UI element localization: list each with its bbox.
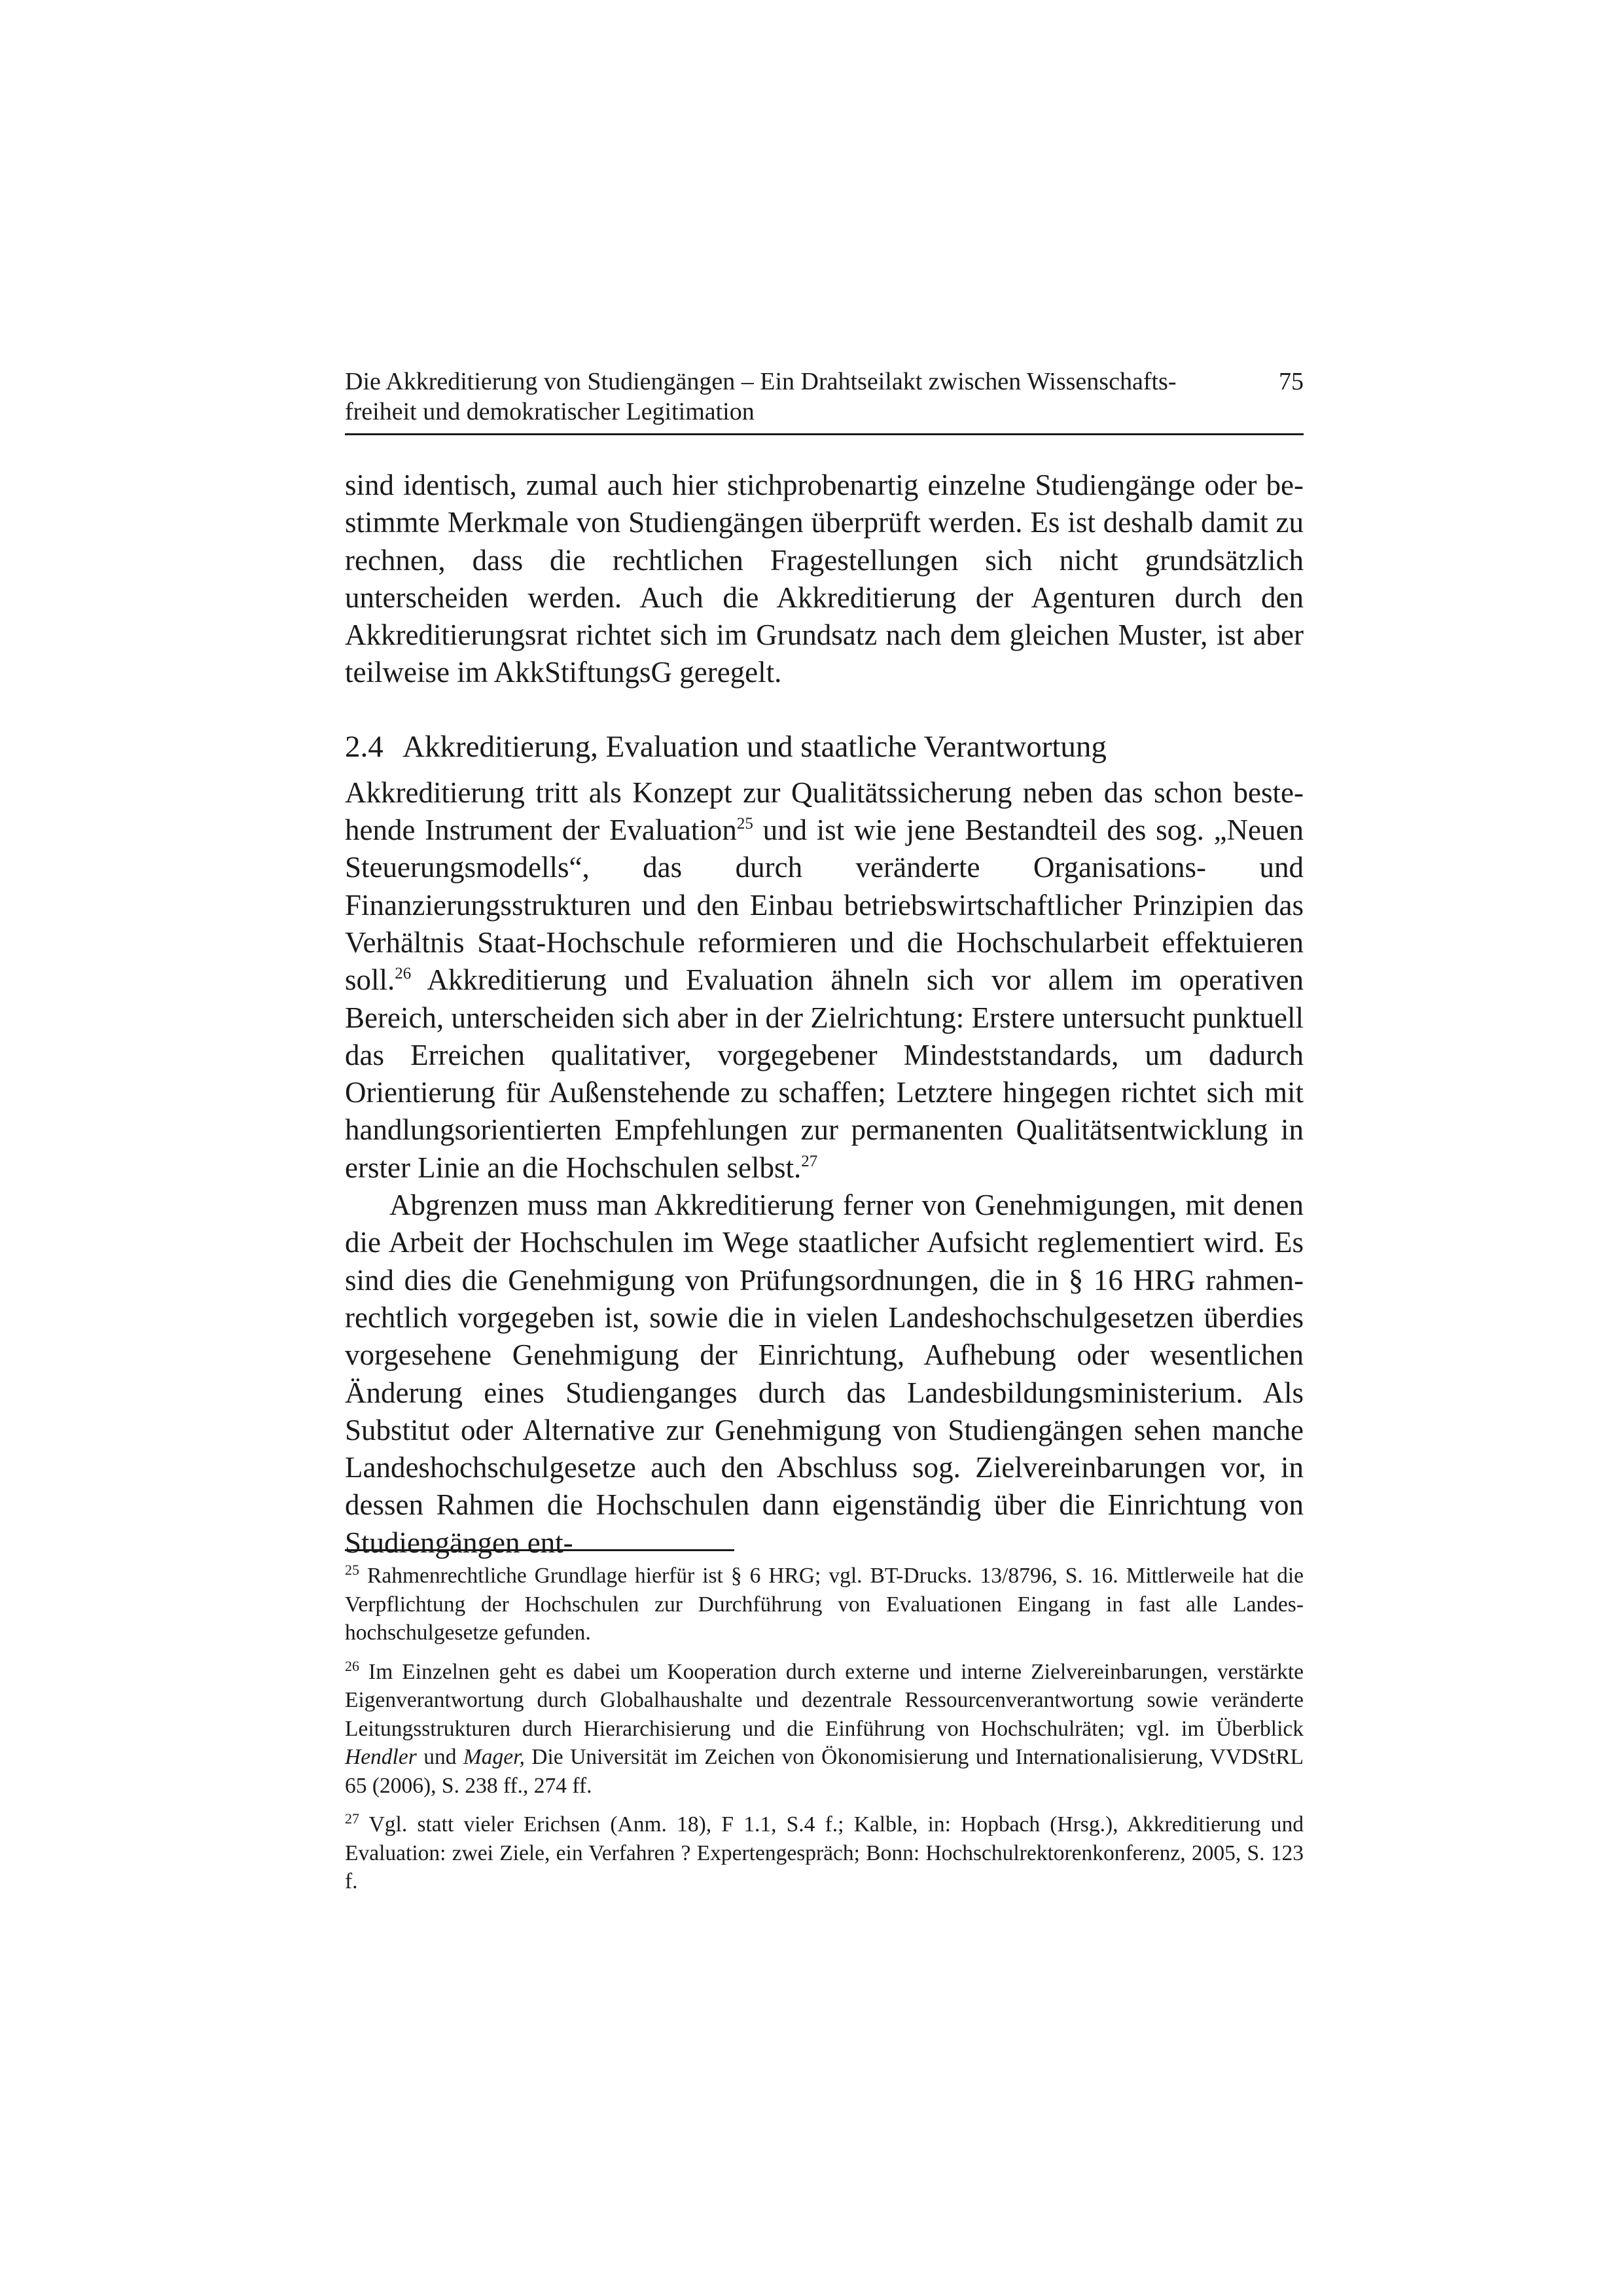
footnote-text-26-before: Im Einzelnen geht es dabei um Kooperation durch externe und interne Zielvereinbarungen, verstärkte Eigenverantwortung durch Globalhaushalte und dezentrale Ressourcenverantwortung sowie veränderte Leitungsstrukturen durch Hierarchisierung und die Einführung von Hochschulräten; vgl. im Überblick	[345, 1659, 1304, 1741]
paragraph-evaluation-part-3: Akkreditierung und Evaluation ähneln sich vor allem im operativen Bereich, unterscheiden sich aber in der Zielrichtung: Erstere untersucht punktuell das Erreichen qualitativer, vorgegebener Mindeststandards, um dadurch Orientierung für Außenstehende zu schaffen; Letztere hingegen richtet sich mit handlungsorientierten Empfehlungen zur permanenten Qualitätsentwicklung in erster Linie an die Hochschulen selbst.	[345, 963, 1304, 1184]
paragraph-genehmigungen: Abgrenzen muss man Akkreditierung ferner von Genehmigungen, mit denen die Arbeit der Hochschulen im Wege staatlicher Aufsicht reglementiert wird. Es sind dies die Genehmigung von Prüfungsordnungen, die in § 16 HRG rahmenrechtlich vorgegeben ist, sowie die in vielen Landeshochschulgesetzen überdies vorgesehene Genehmigung der Einrichtung, Aufhebung oder wesentlichen Änderung eines Studienganges durch das Landesbildungsministerium. Als Substitut oder Alternative zur Genehmigung von Studiengängen sehen manche Landeshochschulgesetze auch den Abschluss sog. Zielvereinbarungen vor, in dessen Rahmen die Hochschulen dann eigenständig über die Einrichtung von Studiengängen ent-	[345, 1189, 1304, 1559]
paragraph-evaluation	[345, 774, 1304, 1187]
footnote-number-27: 27	[345, 1810, 359, 1827]
section-title: Akkreditierung, Evaluation und staatliche Verantwortung	[402, 729, 1107, 764]
footnote-text-26-after: Die Universität im Zeichen von Ökonomisierung und Internationalisierung, VVDStRL 65 (2006), S. 238 ff., 274 ff.	[345, 1745, 1304, 1798]
footnote-text-25: Rahmenrechtliche Grundlage hierfür ist § 6 HRG; vgl. BT-Drucks. 13/8796, S. 16. Mittlerweile hat die Verpflichtung der Hochschulen zur Durchführung von Evaluationen Eingang in fast alle Landeshochschulgesetze gefunden.	[345, 1564, 1304, 1645]
footnote-ref-25[interactable]: 25	[736, 815, 753, 833]
section-heading	[345, 727, 1304, 766]
paragraph-evaluation-part-2: und ist wie jene Bestandteil des sog. „Neuen Steuerungsmodells“, das durch veränderte Organisations- und Finanzierungsstrukturen und den Einbau betriebswirtschaftlicher Prinzipien das Verhältnis Staat-Hochschule reformieren und die Hochschularbeit effektuieren soll.	[345, 814, 1304, 997]
footnotes	[345, 1562, 1304, 1907]
footnote-separator	[345, 1549, 734, 1551]
running-title-line-1: Die Akkreditierung von Studiengängen – Ein Drahtseilakt zwischen Wissenschafts-	[345, 368, 1177, 395]
footnote-number-25: 25	[345, 1562, 359, 1578]
footnote-author-hendler: Hendler	[345, 1745, 417, 1769]
footnote-27	[345, 1810, 1304, 1896]
intro-paragraph: sind identisch, zumal auch hier stichprobenartig einzelne Studiengänge oder bestimmte Merkmale von Studiengängen überprüft werden. Es ist deshalb damit zu rechnen, dass die rechtlichen Fragestellungen sich nicht grundsätzlich unterscheiden werden. Auch die Akkreditierung der Agenturen durch den Akkreditierungsrat richtet sich im Grundsatz nach dem gleichen Muster, ist aber teilweise im AkkStiftungsG geregelt.	[345, 469, 1304, 689]
main-text	[345, 467, 1304, 1562]
footnote-ref-26[interactable]: 26	[395, 965, 412, 983]
running-title-line-2: freiheit und demokratischer Legitimation	[345, 398, 755, 425]
footnote-connector: und	[416, 1745, 463, 1769]
footnote-number-26: 26	[345, 1657, 359, 1674]
footnote-author-mager: Mager,	[463, 1745, 525, 1769]
book-page	[345, 367, 1304, 1893]
page-number: 75	[1279, 368, 1304, 395]
footnote-25	[345, 1562, 1304, 1647]
paragraph-evaluation-part-1: Akkreditierung tritt als Konzept zur Qualitätssicherung neben das schon bestehende Instrument der Evaluation	[345, 776, 1304, 847]
footnote-text-27: Vgl. statt vieler Erichsen (Anm. 18), F 1.1, S.4 f.; Kalble, in: Hopbach (Hrsg.), Akkreditierung und Evaluation: zwei Ziele, ein Verfahren ? Expertengespräch; Bonn: Hochschulrektorenkonferenz, 2005, S. 123 f.	[345, 1812, 1304, 1893]
footnote-26	[345, 1658, 1304, 1801]
running-header	[345, 367, 1304, 435]
section-number: 2.4	[345, 729, 383, 764]
footnote-ref-27[interactable]: 27	[801, 1152, 818, 1170]
